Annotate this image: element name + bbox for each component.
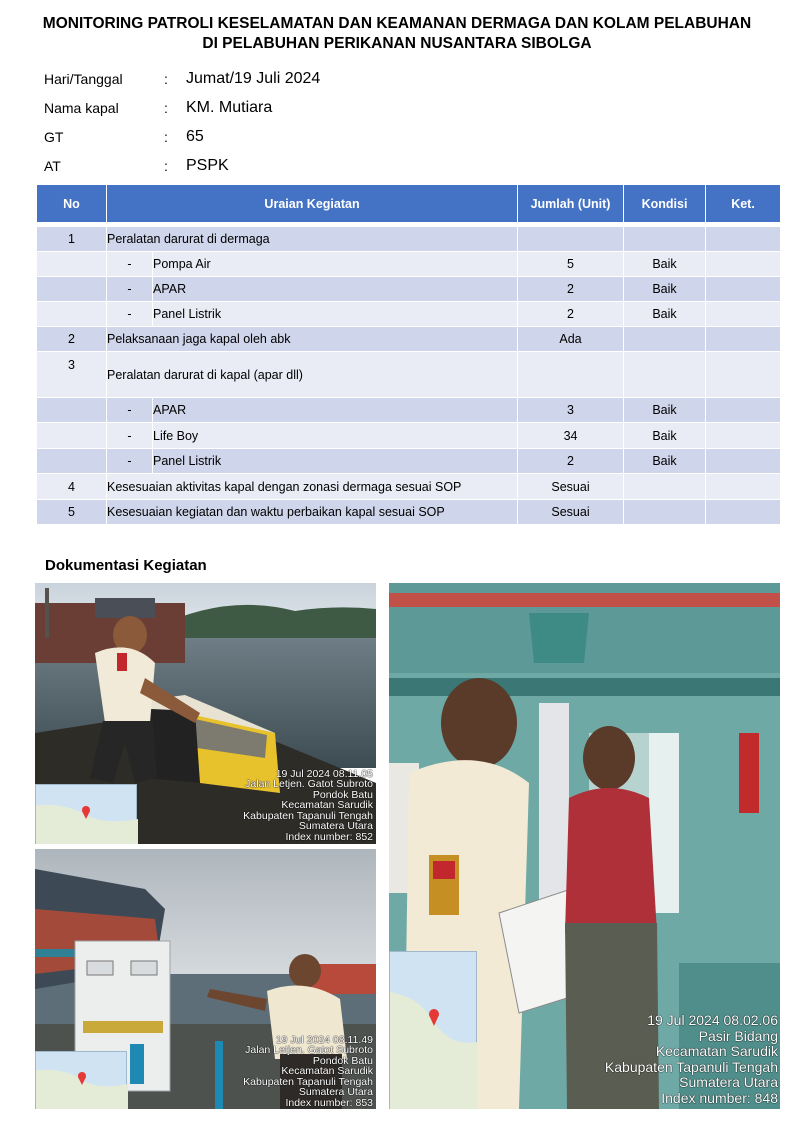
cell-ket <box>706 500 781 525</box>
cell-no: 1 <box>37 227 107 252</box>
photo-electrical-panel <box>35 849 376 1109</box>
cell-no: 5 <box>37 500 107 525</box>
cell-no <box>37 449 107 474</box>
cell-ket <box>706 252 781 277</box>
stamp-line: Jalan Letjen. Gatot Subroto <box>245 1044 373 1056</box>
cell-uraian: Panel Listrik <box>153 449 518 474</box>
section-title: Dokumentasi Kegiatan <box>45 557 207 574</box>
info-row-date <box>44 64 320 93</box>
info-value: 65 <box>186 127 204 145</box>
cell-jumlah: 2 <box>518 277 624 302</box>
stamp-line: Jalan Letjen. Gatot Subroto <box>245 778 373 790</box>
location-map-thumbnail <box>389 951 477 1109</box>
photo-stamp <box>605 1013 778 1106</box>
stamp-line: Kabupaten Tapanuli Tengah <box>243 1075 373 1088</box>
cell-uraian: Peralatan darurat di dermaga <box>107 227 518 252</box>
table-row <box>37 398 781 423</box>
info-colon: : <box>164 70 168 87</box>
header-kondisi: Kondisi <box>624 185 706 223</box>
info-value: PSPK <box>186 156 229 174</box>
cell-jumlah <box>518 227 624 252</box>
table-row <box>37 423 781 449</box>
activity-table <box>36 184 781 525</box>
cell-jumlah: Sesuai <box>518 474 624 500</box>
cell-ket <box>706 449 781 474</box>
cell-no: 2 <box>37 327 107 352</box>
photo-dock-pump <box>35 583 376 844</box>
cell-kondisi <box>624 352 706 398</box>
cell-uraian: Life Boy <box>153 423 518 449</box>
cell-uraian: APAR <box>153 398 518 423</box>
cell-jumlah: 5 <box>518 252 624 277</box>
table-row <box>37 500 781 525</box>
stamp-line: Kecamatan Sarudik <box>281 1065 373 1077</box>
cell-kondisi: Baik <box>624 449 706 474</box>
stamp-line: 19 Jul 2024 08.11.05 <box>275 767 373 780</box>
cell-no <box>37 252 107 277</box>
cell-ket <box>706 423 781 449</box>
info-value: Jumat/19 Juli 2024 <box>186 69 321 87</box>
table-row <box>37 352 781 398</box>
info-row-at <box>44 151 320 180</box>
stamp-line: Kecamatan Sarudik <box>655 1043 778 1059</box>
stamp-line: Kecamatan Sarudik <box>281 799 373 811</box>
cell-ket <box>706 327 781 352</box>
info-row-gt <box>44 122 320 151</box>
cell-kondisi: Baik <box>624 252 706 277</box>
cell-jumlah: 2 <box>518 449 624 474</box>
info-label: Hari/Tanggal <box>44 70 123 87</box>
cell-kondisi: Baik <box>624 277 706 302</box>
stamp-line: Kabupaten Tapanuli Tengah <box>604 1058 778 1075</box>
document-title-line1: MONITORING PATROLI KESELAMATAN DAN KEAMANAN DERMAGA DAN KOLAM PELABUHAN <box>42 15 752 32</box>
header-no: No <box>37 185 107 223</box>
cell-jumlah: 3 <box>518 398 624 423</box>
stamp-line: Kabupaten Tapanuli Tengah <box>243 809 373 822</box>
cell-dash: - <box>107 252 153 277</box>
stamp-line: 19 Jul 2024 08.02.06 <box>647 1012 778 1028</box>
info-row-ship-name <box>44 93 320 122</box>
header-jumlah: Jumlah (Unit) <box>518 185 624 223</box>
cell-ket <box>706 352 781 398</box>
cell-uraian: Pompa Air <box>153 252 518 277</box>
cell-uraian: Pelaksanaan jaga kapal oleh abk <box>107 327 518 352</box>
cell-ket <box>706 227 781 252</box>
document-title-line2: DI PELABUHAN PERIKANAN NUSANTARA SIBOLGA <box>202 35 592 52</box>
location-map-thumbnail <box>35 1051 127 1109</box>
photo-onboard-inspection <box>389 583 780 1109</box>
table-header-row <box>37 185 781 223</box>
cell-no <box>37 423 107 449</box>
stamp-line: Sumatera Utara <box>298 1086 373 1098</box>
cell-kondisi <box>624 227 706 252</box>
stamp-line: Sumatera Utara <box>298 820 373 832</box>
cell-ket <box>706 277 781 302</box>
cell-jumlah: Ada <box>518 327 624 352</box>
cell-no: 3 <box>37 352 107 398</box>
cell-dash: - <box>107 302 153 327</box>
info-colon: : <box>164 128 168 145</box>
location-map-thumbnail <box>35 784 137 844</box>
stamp-line: Index number: 848 <box>661 1089 778 1106</box>
stamp-line: Index number: 853 <box>285 1096 373 1109</box>
cell-jumlah <box>518 352 624 398</box>
cell-no <box>37 277 107 302</box>
cell-kondisi <box>624 500 706 525</box>
cell-uraian: Kesesuaian aktivitas kapal dengan zonasi dermaga sesuai SOP <box>107 474 518 500</box>
cell-kondisi: Baik <box>624 398 706 423</box>
table-row <box>37 227 781 252</box>
photo-stamp <box>243 769 373 843</box>
cell-ket <box>706 302 781 327</box>
stamp-line: Sumatera Utara <box>679 1074 778 1090</box>
header-uraian: Uraian Kegiatan <box>107 185 518 223</box>
stamp-line: 19 Jul 2024 08.11.49 <box>275 1033 373 1046</box>
cell-uraian: APAR <box>153 277 518 302</box>
info-label: GT <box>44 128 64 145</box>
cell-dash: - <box>107 449 153 474</box>
map-pin-icon <box>36 1052 128 1109</box>
cell-uraian: Kesesuaian kegiatan dan waktu perbaikan kapal sesuai SOP <box>107 500 518 525</box>
cell-no: 4 <box>37 474 107 500</box>
table-row <box>37 449 781 474</box>
cell-kondisi <box>624 474 706 500</box>
cell-ket <box>706 474 781 500</box>
cell-uraian: Panel Listrik <box>153 302 518 327</box>
cell-ket <box>706 398 781 423</box>
vessel-info <box>44 64 320 180</box>
cell-dash: - <box>107 277 153 302</box>
cell-dash: - <box>107 398 153 423</box>
table-row <box>37 474 781 500</box>
cell-kondisi: Baik <box>624 302 706 327</box>
cell-kondisi <box>624 327 706 352</box>
map-pin-icon <box>390 952 478 1109</box>
stamp-line: Index number: 852 <box>285 830 373 843</box>
cell-dash: - <box>107 423 153 449</box>
photo-stamp <box>243 1035 373 1109</box>
info-colon: : <box>164 99 168 116</box>
stamp-line: Pondok Batu <box>312 1054 373 1067</box>
info-colon: : <box>164 157 168 174</box>
table-row <box>37 277 781 302</box>
cell-jumlah: Sesuai <box>518 500 624 525</box>
stamp-line: Pasir Bidang <box>698 1027 778 1044</box>
cell-jumlah: 34 <box>518 423 624 449</box>
cell-no <box>37 302 107 327</box>
table-row <box>37 327 781 352</box>
cell-no <box>37 398 107 423</box>
cell-kondisi: Baik <box>624 423 706 449</box>
info-label: AT <box>44 157 61 174</box>
cell-uraian: Peralatan darurat di kapal (apar dll) <box>107 352 518 398</box>
cell-jumlah: 2 <box>518 302 624 327</box>
map-pin-icon <box>36 785 138 844</box>
table-row <box>37 302 781 327</box>
stamp-line: Pondok Batu <box>312 788 373 801</box>
table-row <box>37 252 781 277</box>
info-value: KM. Mutiara <box>186 98 273 116</box>
header-ket: Ket. <box>706 185 781 223</box>
info-label: Nama kapal <box>44 99 119 116</box>
